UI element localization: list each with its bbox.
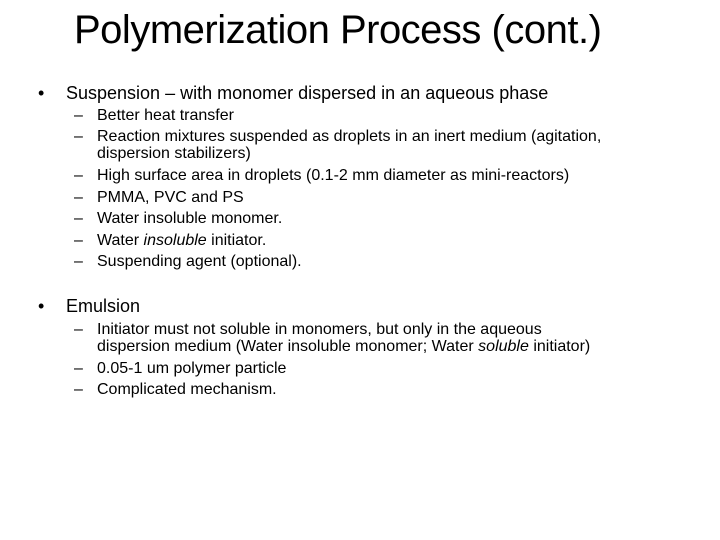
dash-icon: – — [74, 381, 83, 398]
heading-suspension: Suspension – with monomer dispersed in an aqueous phase — [66, 83, 549, 103]
dash-icon: – — [74, 107, 83, 124]
dash-icon: – — [74, 128, 83, 145]
dash-icon: – — [74, 167, 83, 184]
dash-icon: – — [74, 232, 83, 249]
dash-icon: – — [74, 321, 83, 338]
dash-icon: – — [74, 210, 83, 227]
dash-icon: – — [74, 189, 83, 206]
bullet-icon: • — [38, 83, 45, 103]
slide-title: Polymerization Process (cont.) — [74, 8, 602, 52]
bullet-icon: • — [38, 296, 45, 316]
dash-icon: – — [74, 360, 83, 377]
heading-emulsion: Emulsion — [66, 296, 141, 316]
dash-icon: – — [74, 253, 83, 270]
